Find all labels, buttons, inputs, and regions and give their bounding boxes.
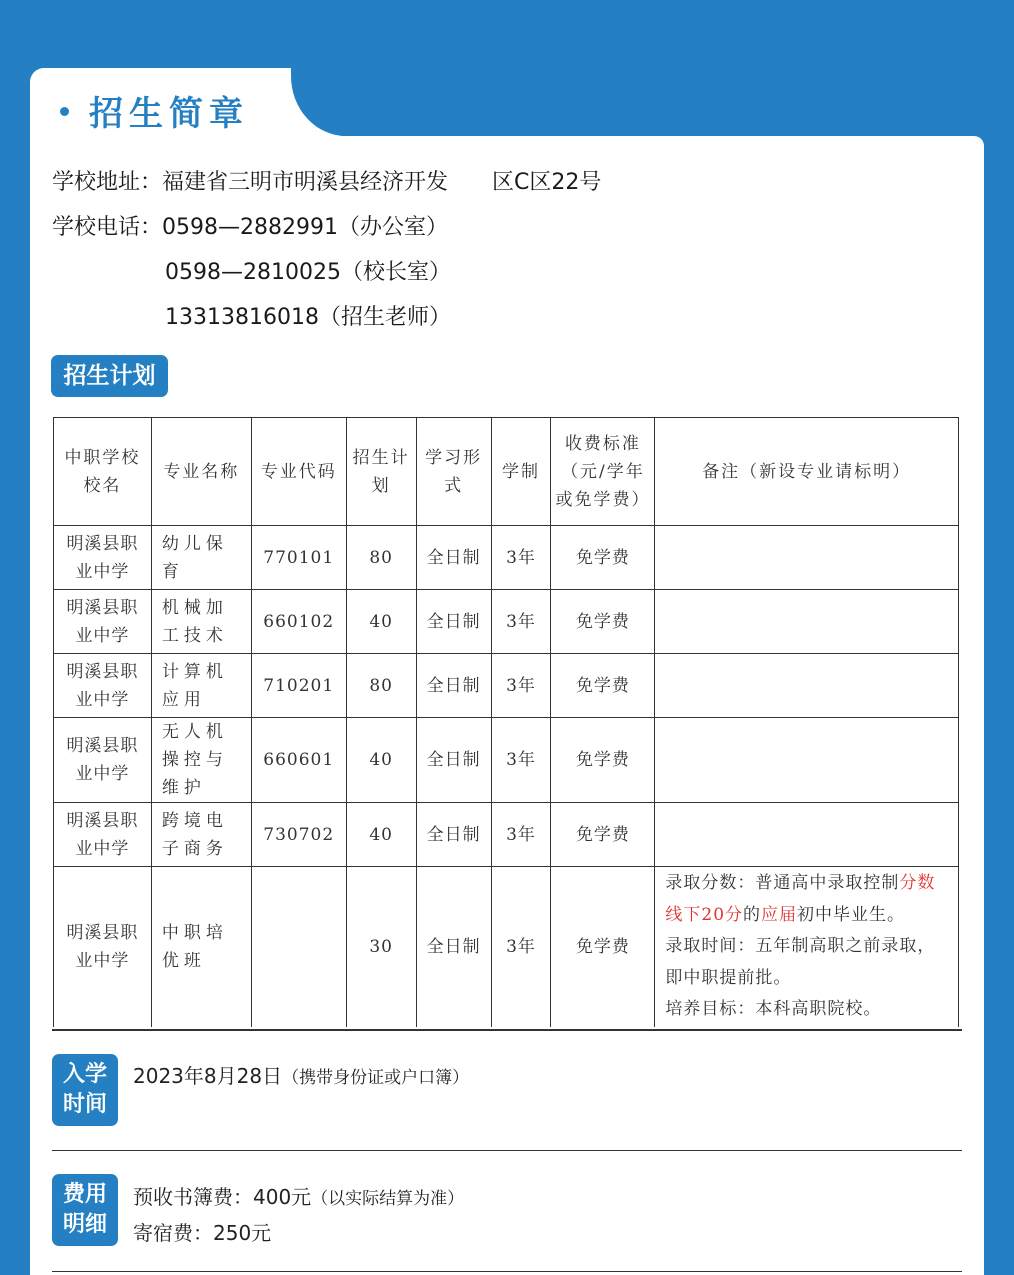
section-divider (52, 1150, 962, 1151)
section-divider (52, 1271, 962, 1272)
fee-detail-badge: 费用 明细 (52, 1174, 118, 1246)
page-title: 招生简章 (60, 86, 249, 135)
enrollment-time-badge: 入学 时间 (52, 1054, 118, 1126)
header-major: 专业名称 (151, 418, 251, 526)
table-row: 明溪县职业中学 计算机应用 710201 80 全日制 3年 免学费 (54, 654, 959, 718)
header-form: 学习形式 (416, 418, 491, 526)
tab-curve (281, 68, 341, 136)
phone-row: 0598—2810025（校长室） (165, 260, 451, 285)
table-row: 明溪县职业中学 机械加工技术 660102 40 全日制 3年 免学费 (54, 590, 959, 654)
dorm-fee: 寄宿费：250元 (133, 1221, 272, 1245)
admission-note: 录取分数：普通高中录取控制分数线下20分的应届初中毕业生。 录取时间：五年制高职之前录取，即中职提前批。 培养目标：本科高职院校。 (655, 867, 959, 1027)
table-row: 明溪县职业中学 中职培优班 30 全日制 3年 免学费 录取分数：普通高中录取控制分数线下20分的应届初中毕业生。 录取时间：五年制高职之前录取，即中职提前批。 培养目标：本科高职院校。 (54, 867, 959, 1027)
header-count: 招生计划 (346, 418, 416, 526)
book-fee: 预收书簿费：400元（以实际结算为准） (133, 1185, 465, 1209)
contact-info (52, 168, 601, 348)
address-row: 学校地址：福建省三明市明溪县经济开发 区C区22号 (52, 170, 602, 195)
enrollment-plan-table (53, 417, 959, 1027)
table-row: 明溪县职业中学 跨境电子商务 730702 40 全日制 3年 免学费 (54, 803, 959, 867)
enrollment-date: 2023年8月28日（携带身份证或户口簿） (133, 1064, 470, 1088)
header-school: 中职学校校名 (54, 418, 152, 526)
table-row: 明溪县职业中学 无人机操控与维护 660601 40 全日制 3年 免学费 (54, 718, 959, 803)
plan-badge: 招生计划 (51, 355, 168, 397)
header-note: 备注（新设专业请标明） (655, 418, 959, 526)
table-header-row (54, 418, 959, 526)
phone-row: 13313816018（招生老师） (165, 305, 451, 330)
header-code: 专业代码 (251, 418, 346, 526)
section-divider (52, 1029, 962, 1031)
header-years: 学制 (491, 418, 551, 526)
header-fee: 收费标准（元/学年或免学费） (551, 418, 655, 526)
phone-row: 学校电话：0598—2882991（办公室） (52, 215, 448, 240)
bullet-dot-icon (60, 107, 69, 116)
table-row: 明溪县职业中学 幼儿保育 770101 80 全日制 3年 免学费 (54, 526, 959, 590)
